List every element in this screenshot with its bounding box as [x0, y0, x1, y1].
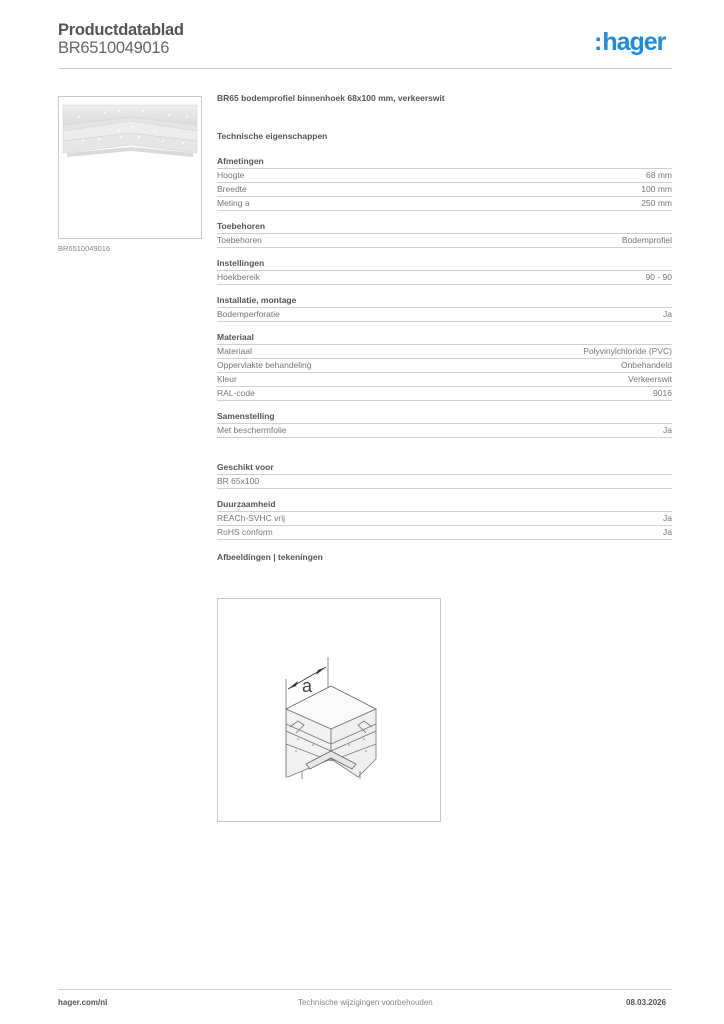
- group-heading: Toebehoren: [217, 221, 672, 234]
- group-samenstelling: [217, 411, 672, 438]
- logo-colon: :: [594, 28, 602, 56]
- group-heading: Afmetingen: [217, 156, 672, 169]
- property-row: [217, 197, 672, 211]
- property-row: [217, 234, 672, 248]
- property-value: 100 mm: [641, 184, 672, 194]
- dimension-label: a: [302, 676, 313, 696]
- group-heading: Duurzaamheid: [217, 499, 672, 512]
- property-value: Ja: [663, 425, 672, 435]
- property-label: Bodemperforatie: [217, 309, 280, 319]
- property-value: Bodemprofiel: [621, 235, 672, 245]
- property-label: Oppervlakte behandeling: [217, 360, 312, 370]
- document-title: Productdatablad: [58, 21, 184, 39]
- property-row: [217, 308, 672, 322]
- product-code: BR6510049016: [58, 39, 170, 57]
- property-row: [217, 359, 672, 373]
- product-details: [217, 93, 672, 564]
- property-label: RAL-code: [217, 388, 255, 398]
- property-row: [217, 345, 672, 359]
- property-value: Ja: [663, 513, 672, 523]
- property-value: Ja: [663, 309, 672, 319]
- group-heading: Installatie, montage: [217, 295, 672, 308]
- group-duurzaamheid: [217, 499, 672, 540]
- technical-properties-heading: Technische eigenschappen: [217, 131, 328, 141]
- property-row: [217, 271, 672, 285]
- logo-text: hager: [602, 28, 666, 56]
- header-divider: [58, 68, 672, 69]
- group-materiaal: [217, 332, 672, 401]
- footer-disclaimer: Technische wijzigingen voorbehouden: [298, 998, 433, 1007]
- property-label: Hoogte: [217, 170, 245, 180]
- property-label: RoHS conform: [217, 527, 273, 537]
- footer-website-link[interactable]: hager.com/nl: [58, 998, 108, 1007]
- property-label: BR 65x100: [217, 476, 260, 486]
- property-row: [217, 475, 672, 489]
- group-installatie: [217, 295, 672, 322]
- property-label: Hoekbereik: [217, 272, 260, 282]
- product-photo-icon: [59, 97, 201, 238]
- footer-date: 08.03.2026: [626, 998, 667, 1007]
- property-label: Meting a: [217, 198, 250, 208]
- property-label: Kleur: [217, 374, 237, 384]
- thumbnail-caption: BR6510049016: [58, 244, 111, 253]
- property-row: [217, 512, 672, 526]
- spacer: [217, 448, 672, 462]
- property-row: [217, 526, 672, 540]
- property-row: [217, 424, 672, 438]
- property-value: Ja: [663, 527, 672, 537]
- property-value: 250 mm: [641, 198, 672, 208]
- property-row: [217, 169, 672, 183]
- property-value: Onbehandeld: [620, 360, 672, 370]
- group-heading: Instellingen: [217, 258, 672, 271]
- property-value: 9016: [653, 388, 672, 398]
- corner-drawing-icon: [218, 599, 440, 821]
- group-geschikt-voor: [217, 462, 672, 489]
- product-title: BR65 bodemprofiel binnenhoek 68x100 mm, verkeerswit: [217, 93, 445, 103]
- property-row: [217, 373, 672, 387]
- group-heading: Materiaal: [217, 332, 672, 345]
- property-row: [217, 387, 672, 401]
- property-label: REACh-SVHC vrij: [217, 513, 286, 523]
- property-label: Toebehoren: [217, 235, 262, 245]
- property-label: Materiaal: [217, 346, 252, 356]
- property-value: Verkeerswit: [628, 374, 672, 384]
- technical-drawing: [217, 598, 441, 822]
- property-label: Met beschermfolie: [217, 425, 287, 435]
- property-value: 90 - 90: [645, 272, 672, 282]
- property-value: Polyvinylchloride (PVC): [583, 346, 672, 356]
- group-toebehoren: [217, 221, 672, 248]
- group-instellingen: [217, 258, 672, 285]
- group-afmetingen: [217, 156, 672, 211]
- footer-divider: [58, 989, 672, 990]
- property-label: Breedte: [217, 184, 247, 194]
- hager-logo: [594, 28, 665, 57]
- property-row: [217, 183, 672, 197]
- group-heading: Geschikt voor: [217, 462, 672, 475]
- product-thumbnail: [58, 96, 202, 239]
- property-value: 68 mm: [646, 170, 672, 180]
- group-heading: Samenstelling: [217, 411, 672, 424]
- images-heading: Afbeeldingen | tekeningen: [217, 552, 323, 562]
